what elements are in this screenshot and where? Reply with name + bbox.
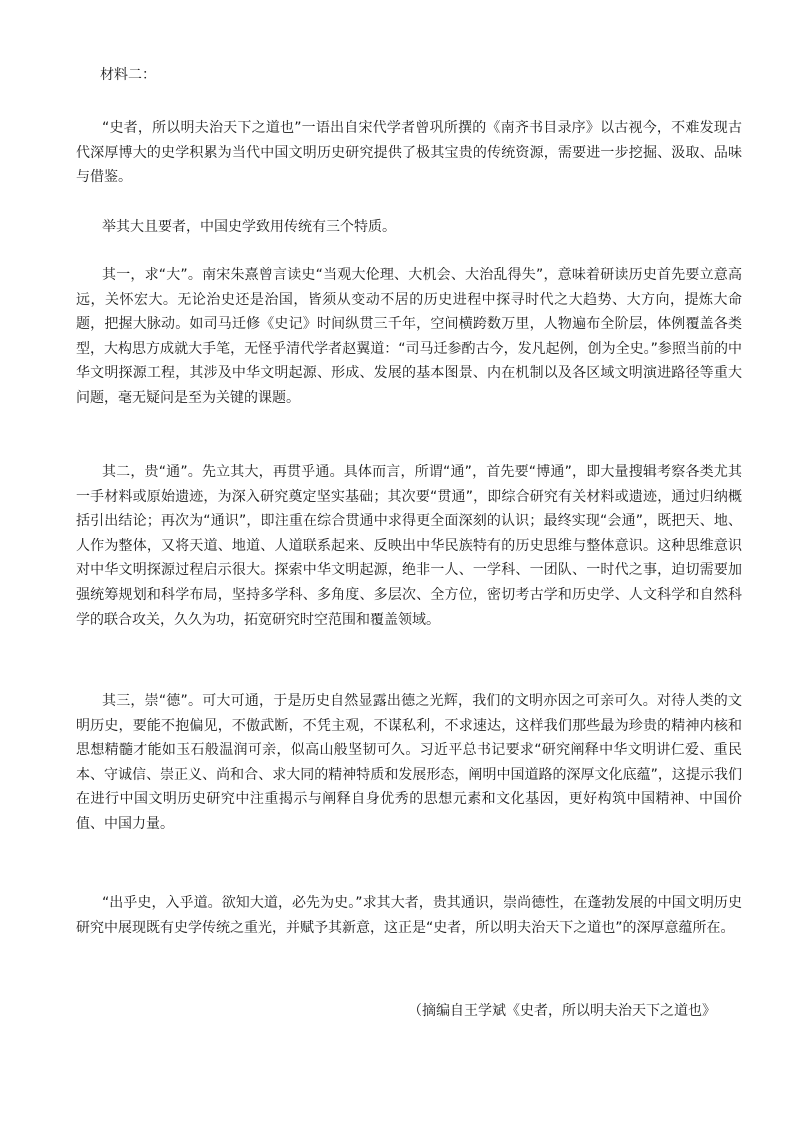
paragraph-point-one: 其一，求“大”。南宋朱熹曾言读史“当观大伦理、大机会、大治乱得失”，意味着研读历史首先要立意高远，关怀宏大。无论治史还是治国，皆须从变动不居的历史进程中探寻时代之大趋势、大方向，提炼大命题，把握大脉动。如司马迁修《史记》时间纵贯三千年，空间横跨数万里，人物遍布全阶层，体例覆盖各类型，大构思方成就大手笔，无怪乎清代学者赵翼道：“司马迁参酌古今，发凡起例，创为全史。”参照当前的中华文明探源工程，其涉及中华文明起源、形成、发展的基本图景、内在机制以及各区域文明演进路径等重大问题，毫无疑问是至为关键的课题。 [76,267,742,406]
paragraph-summary: 举其大且要者，中国史学致用传统有三个特质。 [102,219,396,235]
paragraph-point-three: 其三，崇“德”。可大可通，于是历史自然显露出德之光辉，我们的文明亦因之可亲可久。对待人类的文明历史，要能不抱偏见，不傲武断，不凭主观，不谋私利，不求速达，这样我们那些最为珍贵的精神内核和思想精髓才能如玉石般温润可亲，似高山般坚韧可久。习近平总书记要求“研究阐释中华文明讲仁爱、重民本、守诚信、崇正义、尚和合、求大同的精神特质和发展形态，阐明中国道路的深厚文化底蕴”，这提示我们在进行中国文明历史研究中注重揭示与阐释自身优秀的思想元素和文化基因，更好构筑中国精神、中国价值、中国力量。 [76,693,742,832]
paragraph-point-two: 其二，贵“通”。先立其大，再贯乎通。具体而言，所谓“通”，首先要“博通”，即大量搜辑考察各类尤其一手材料或原始遗迹，为深入研究奠定坚实基础；其次要“贯通”，即综合研究有关材料或遗迹，通过归纳概括引出结论；再次为“通识”，即注重在综合贯通中求得更全面深刻的认识；最终实现“会通”，既把天、地、人作为整体，又将天道、地道、人道联系起来、反映出中华民族特有的历史思维与整体意识。这种思维意识对中华文明探源过程启示很大。探索中华文明起源，绝非一人、一学科、一团队、一时代之事，迫切需要加强统筹规划和科学布局，坚持多学科、多角度、多层次、全方位，密切考古学和历史学、人文科学和自然科学的联合攻关，久久为功，拓宽研究时空范围和覆盖领域。 [76,464,742,628]
section-heading: 材料二： [100,67,156,83]
source-citation: （摘编自王学斌《史者，所以明夫治天下之道也》 [408,1003,716,1019]
paragraph-conclusion: “出乎史，入乎道。欲知大道，必先为史。”求其大者，贵其通识，崇尚德性，在蓬勃发展的中国文明历史研究中展现既有史学传统之重光，并赋予其新意，这正是“史者，所以明夫治天下之道也”的深厚意蕴所在。 [76,895,742,936]
paragraph-intro: “史者，所以明夫治天下之道也”一语出自宋代学者曾巩所撰的《南齐书目录序》以古视今，不难发现古代深厚博大的史学积累为当代中国文明历史研究提供了极其宝贵的传统资源，需要进一步挖掘、汲取、品味与借鉴。 [76,120,742,186]
